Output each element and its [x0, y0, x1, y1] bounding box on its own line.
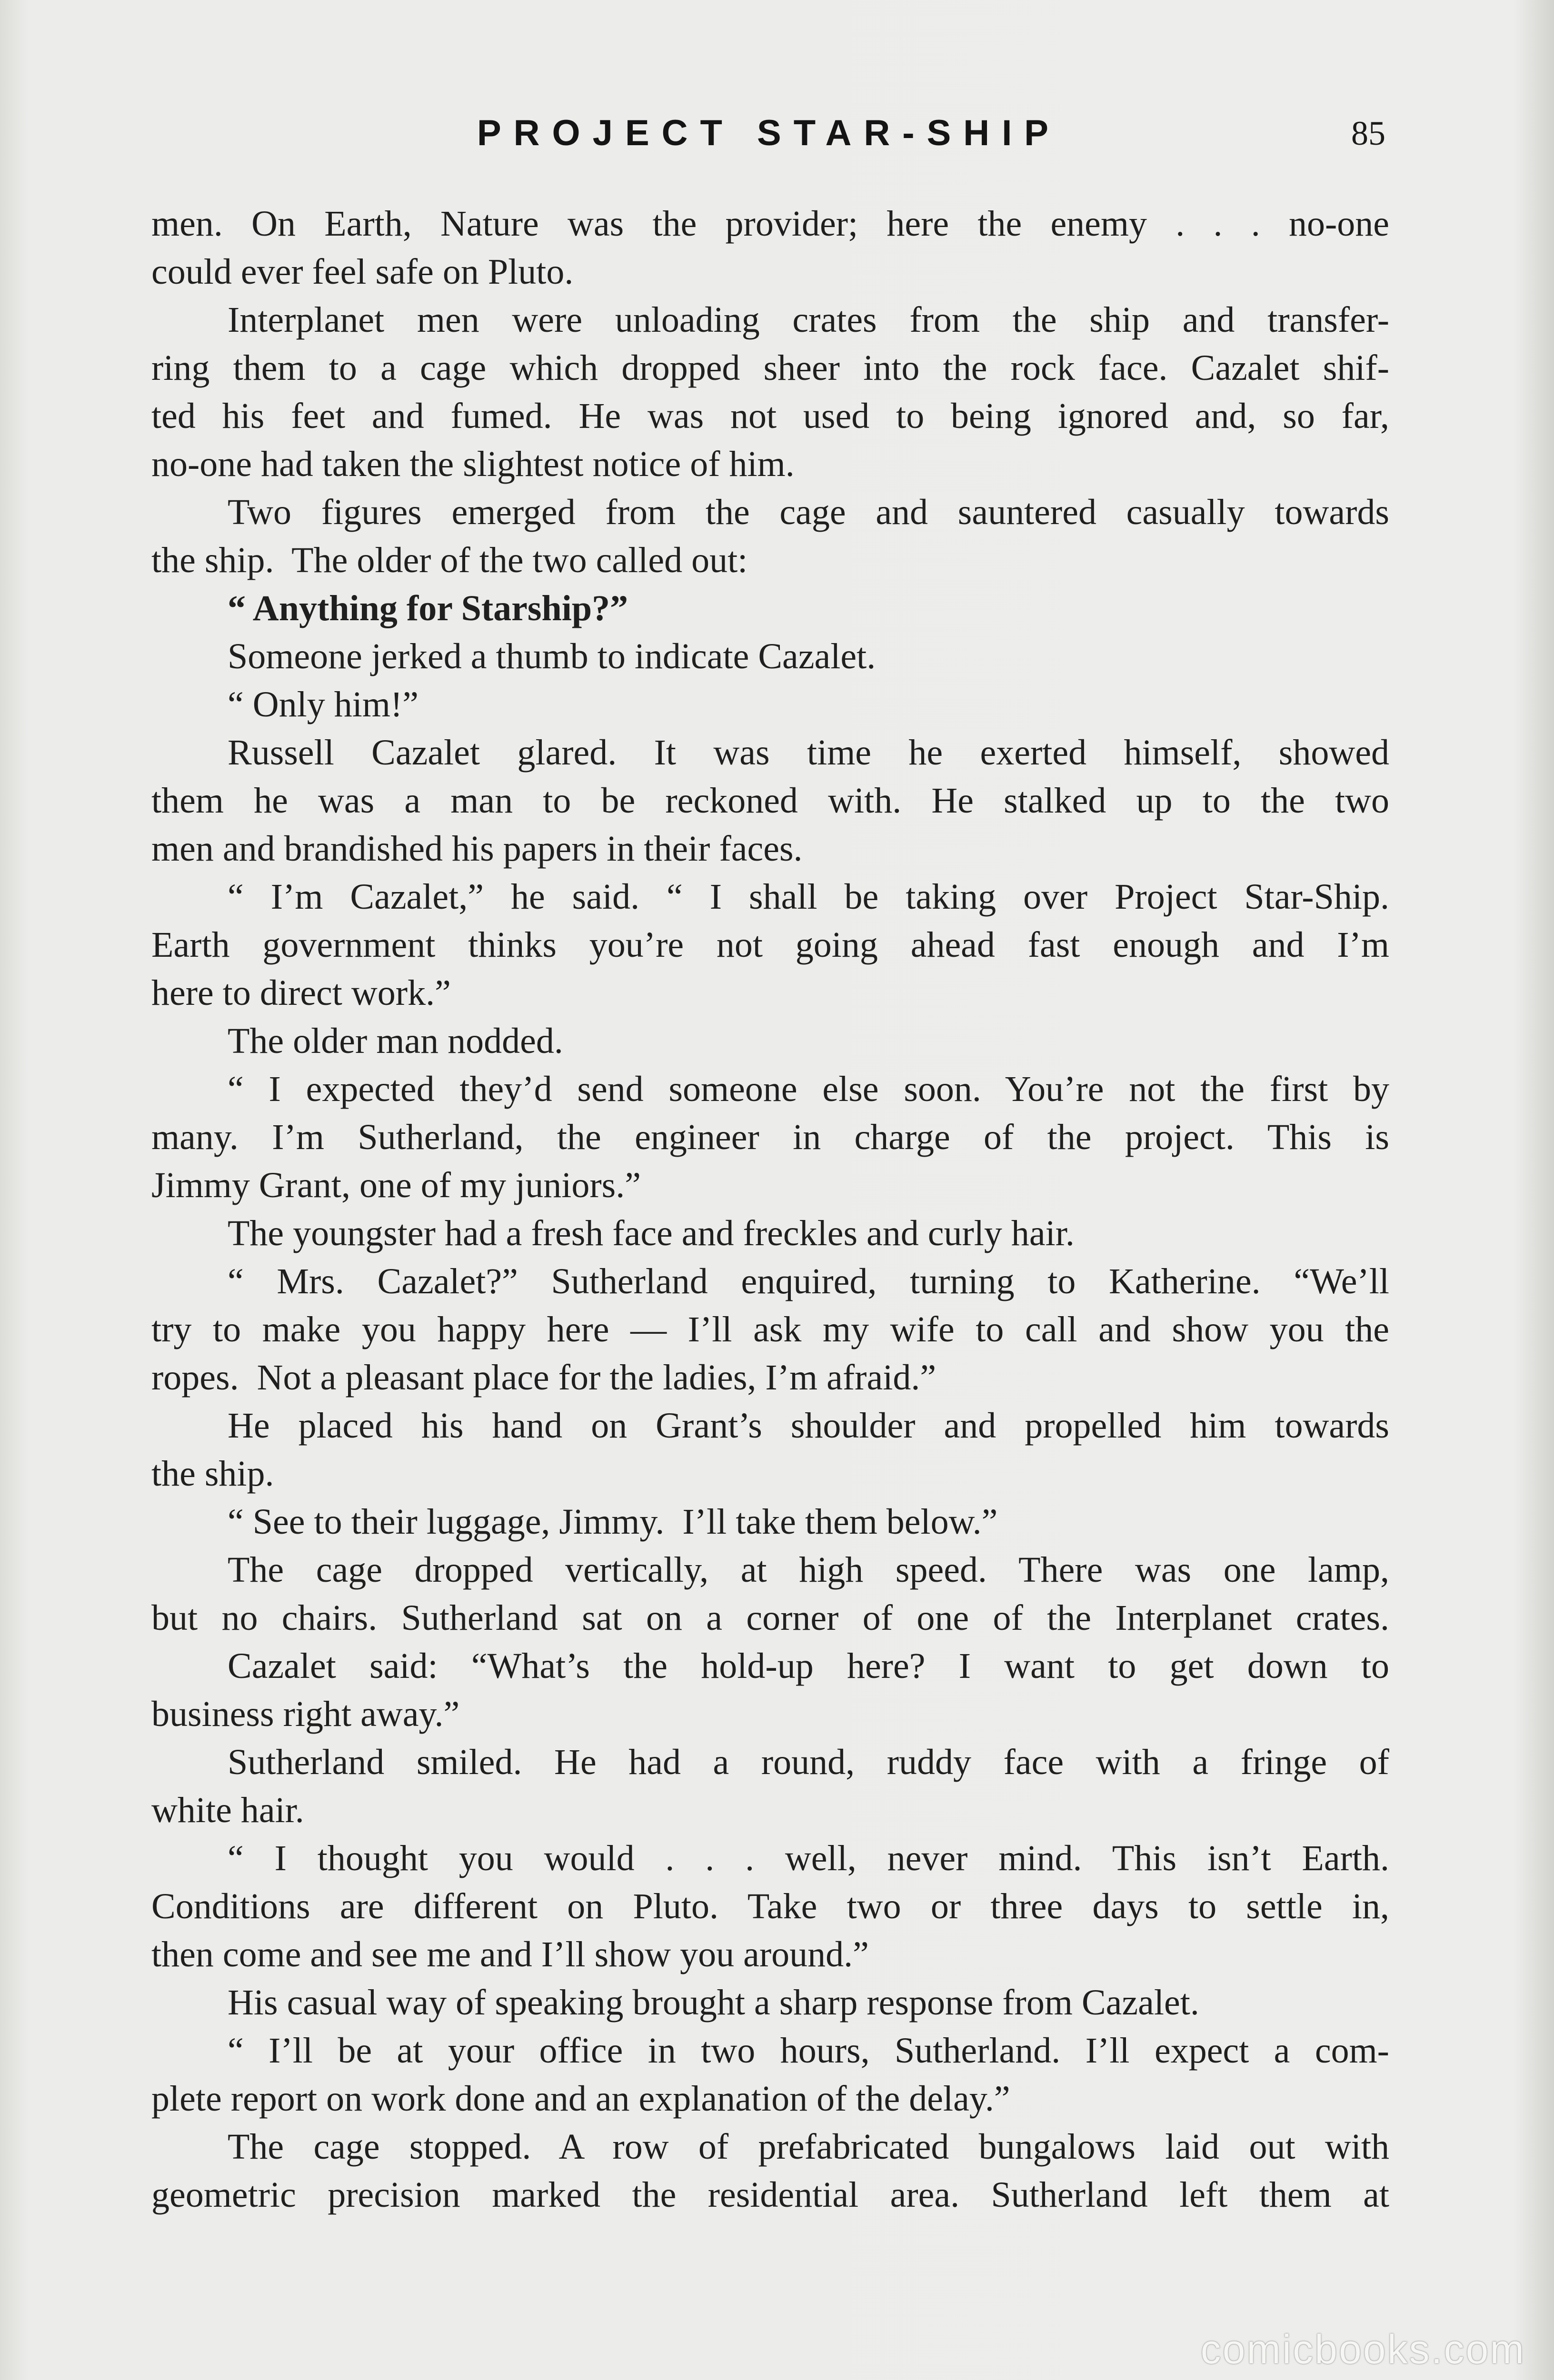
text-line: “ Only him!” [228, 684, 419, 724]
text-line: the ship. [151, 1454, 274, 1494]
text-line: Earth government thinks you’re not going ahead fast enough and I’m [151, 925, 1389, 965]
body-text [151, 200, 1389, 2219]
text-line: Interplanet men were unloading crates from the ship and transfer- [228, 300, 1389, 340]
text-line: “ I expected they’d send someone else soon. You’re not the first by [228, 1069, 1389, 1109]
text-line: “ I’ll be at your office in two hours, Sutherland. I’ll expect a com- [228, 2031, 1389, 2071]
text-line: His casual way of speaking brought a sharp response from Cazalet. [228, 1983, 1199, 2023]
text-line: Two figures emerged from the cage and sauntered casually towards [228, 492, 1389, 532]
text-line: white hair. [151, 1790, 304, 1830]
text-line: Someone jerked a thumb to indicate Cazalet. [228, 636, 876, 676]
text-line: ropes. Not a pleasant place for the ladies, I’m afraid.” [151, 1358, 936, 1398]
text-line: The cage stopped. A row of prefabricated bungalows laid out with [228, 2127, 1389, 2167]
text-line: men. On Earth, Nature was the provider; here the enemy . . . no-one [151, 204, 1389, 244]
book-title: PROJECT STAR-SHIP [477, 113, 1061, 153]
running-head [152, 102, 1385, 164]
text-line: no-one had taken the slightest notice of him. [151, 444, 795, 484]
text-line: many. I’m Sutherland, the engineer in charge of the project. This is [151, 1117, 1389, 1157]
text-line: ted his feet and fumed. He was not used to being ignored and, so far, [151, 396, 1389, 436]
text-line: try to make you happy here — I’ll ask my wife to call and show you the [151, 1309, 1389, 1349]
page-number: 85 [1351, 114, 1385, 152]
text-line: “ See to their luggage, Jimmy. I’ll take them below.” [228, 1502, 998, 1542]
text-line: The older man nodded. [228, 1021, 563, 1061]
text-line: business right away.” [151, 1694, 460, 1734]
text-line: “ Mrs. Cazalet?” Sutherland enquired, turning to Katherine. “We’ll [228, 1261, 1389, 1301]
text-line: Sutherland smiled. He had a round, ruddy face with a fringe of [228, 1742, 1389, 1782]
text-line: Conditions are different on Pluto. Take two or three days to settle in, [151, 1886, 1389, 1926]
text-line: then come and see me and I’ll show you around.” [151, 1934, 869, 1974]
text-line: plete report on work done and an explanation of the delay.” [151, 2079, 1010, 2119]
text-line: here to direct work.” [151, 973, 451, 1013]
watermark: comicbooks.com [1200, 2327, 1525, 2372]
text-line: The cage dropped vertically, at high speed. There was one lamp, [228, 1550, 1389, 1590]
text-line: the ship. The older of the two called out: [151, 540, 748, 580]
text-line: “ I thought you would . . . well, never mind. This isn’t Earth. [228, 1838, 1389, 1878]
text-line: men and brandished his papers in their faces. [151, 829, 803, 869]
text-line: Russell Cazalet glared. It was time he exerted himself, showed [228, 733, 1389, 773]
text-line: “ Anything for Starship?” [228, 588, 628, 628]
text-line: The youngster had a fresh face and freckles and curly hair. [228, 1213, 1075, 1253]
text-line: “ I’m Cazalet,” he said. “ I shall be taking over Project Star-Ship. [228, 877, 1389, 917]
text-line: Cazalet said: “What’s the hold-up here? I want to get down to [228, 1646, 1389, 1686]
text-line: could ever feel safe on Pluto. [151, 252, 574, 292]
text-line: geometric precision marked the residential area. Sutherland left them at [151, 2175, 1389, 2215]
text-line: He placed his hand on Grant’s shoulder and propelled him towards [228, 1406, 1389, 1446]
text-line: but no chairs. Sutherland sat on a corner of one of the Interplanet crates. [151, 1598, 1389, 1638]
text-line: ring them to a cage which dropped sheer into the rock face. Cazalet shif- [151, 348, 1389, 388]
text-line: them he was a man to be reckoned with. He stalked up to the two [151, 781, 1389, 821]
text-line: Jimmy Grant, one of my juniors.” [151, 1165, 641, 1205]
